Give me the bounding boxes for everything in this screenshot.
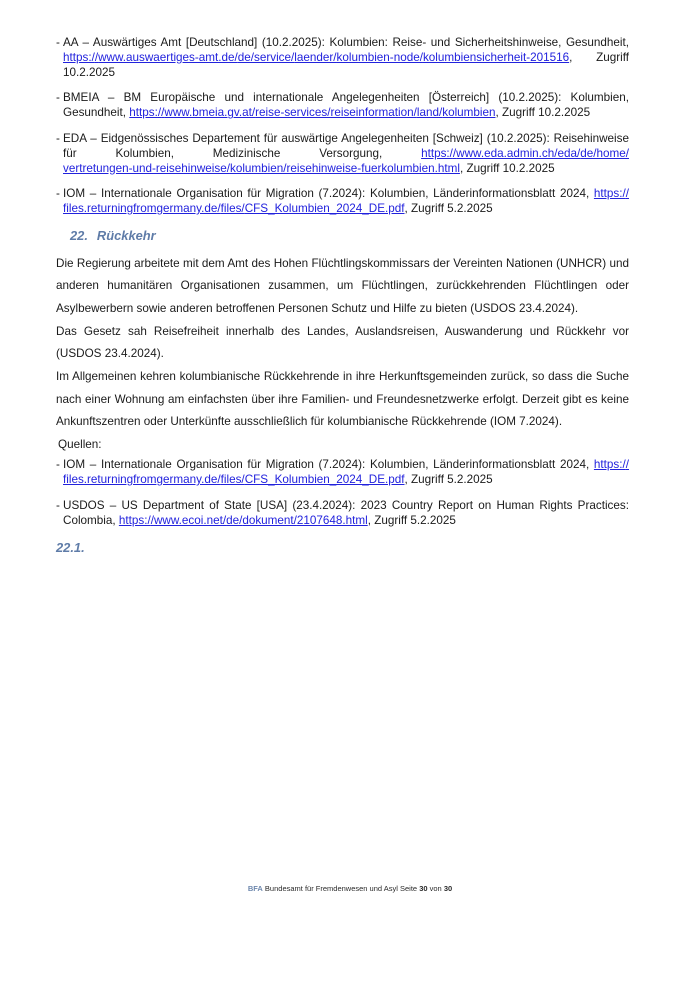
source-text: , Zugriff 5.2.2025 — [367, 513, 456, 527]
hyperlink-text: kolumbien-node/ — [336, 50, 423, 64]
hyperlink[interactable] — [119, 514, 368, 527]
footer-page-number: 30 — [443, 884, 453, 893]
source-item — [56, 132, 629, 176]
hyperlink[interactable] — [129, 106, 495, 119]
body-paragraph: Im Allgemeinen kehren kolumbianische Rückkehrende in ihre Herkunftsgemeinden zurück, so dass die Suche nach einer Wohnung am einfachsten über ihre Familien- und Freundesnetzwerke erfolgt. Derzeit gibt es keine Ankunftszentren oder Unterkünfte ausschließlich für kolumbianische Rückkehrende (IOM 7.2024). — [56, 370, 629, 429]
subsection-heading: 22.1. — [56, 539, 85, 555]
section-source-list — [56, 458, 629, 528]
hyperlink-text: https:/ — [593, 187, 626, 201]
hyperlink-text: de/ — [226, 513, 243, 527]
bullet-dash: - — [56, 131, 60, 145]
source-entry — [63, 458, 629, 486]
hyperlink-text: https:/ — [118, 513, 151, 527]
section-heading — [56, 228, 629, 243]
source-text: EDA – Eidgenössisches Departement für auswärtige Angelegenheiten [Schweiz] (10.2.2025): Reisehinweise für Kolumbien, Medizinische Versorgung, — [63, 131, 629, 160]
source-entry — [63, 499, 629, 527]
source-entry — [63, 36, 629, 79]
footer-text: von — [429, 884, 442, 893]
source-text: , Zugriff 10.2.2025 — [495, 106, 591, 120]
hyperlink-text: land/ — [416, 106, 443, 120]
hyperlink-text: kolumbien/ — [229, 161, 287, 175]
source-entry — [63, 132, 629, 175]
hyperlink-text: / — [161, 106, 165, 120]
hyperlink-text: www.bmeia.gv.at/ — [164, 106, 256, 120]
footer-page-number: 30 — [419, 884, 428, 893]
top-source-list — [56, 36, 629, 217]
source-item — [56, 91, 629, 121]
hyperlink-text: service/ — [254, 50, 295, 64]
hyperlink-text: / — [150, 513, 154, 527]
hyperlink-text: / — [625, 187, 629, 201]
hyperlink-text: / — [94, 50, 99, 64]
section-title: Rückkehr — [96, 227, 156, 243]
hyperlink-text: www.auswaertiges-amt.de/ — [98, 50, 238, 64]
source-text: USDOS – US Department of State [USA] (23.4.2024): 2023 Country Report on Human Rights Practices: Colombia, — [63, 498, 629, 527]
source-entry — [63, 91, 629, 119]
source-text: , Zugriff 5.2.2025 — [404, 202, 493, 216]
hyperlink-text: home/ — [596, 146, 629, 160]
source-entry — [63, 187, 629, 215]
hyperlink-text: / — [452, 146, 457, 160]
source-text: , Zugriff 10.2.2025 — [63, 50, 629, 79]
body-paragraph: Die Regierung arbeitete mit dem Amt des Hohen Flüchtlingskommissars der Vereinten Nationen (UNHCR) und anderen humanitären Organisationen zusammen, um Flüchtlingen, zurückkehrenden Flüchtlingen oder Asylbewerbern sowie anderen betroffenen Personen Schutz und Hilfe zu bieten (USDOS 23.4.2024). — [56, 256, 629, 315]
page-footer — [0, 884, 700, 893]
hyperlink-text: reiseinformation/ — [330, 106, 417, 120]
bullet-dash: - — [56, 498, 60, 512]
source-text: IOM – Internationale Organisation für Migration (7.2024): Kolumbien, Länderinformationsblatt 2024, — [63, 458, 594, 472]
hyperlink-text: www.ecoi.net/ — [153, 513, 227, 527]
sources-label: Quellen: — [58, 438, 102, 452]
source-text: , Zugriff 5.2.2025 — [404, 473, 493, 487]
source-item — [56, 187, 629, 217]
footer-brand: BFA — [247, 884, 263, 893]
footer-text: Bundesamt für Fremdenwesen und Asyl Seite — [264, 884, 418, 893]
bullet-dash: - — [56, 91, 60, 105]
section-number: 22. — [70, 227, 88, 243]
hyperlink-text: laender/ — [294, 50, 337, 64]
source-text: , Zugriff 10.2.2025 — [459, 161, 555, 175]
source-text: IOM – Internationale Organisation für Migration (7.2024): Kolumbien, Länderinformationsblatt 2024, — [63, 187, 594, 201]
hyperlink-text: files.returningfromgermany.de/ — [63, 473, 221, 487]
hyperlink-text: files/ — [220, 473, 245, 487]
hyperlink-text: files/ — [220, 202, 245, 216]
hyperlink-text: reise-services/ — [255, 106, 331, 120]
hyperlink-text: dokument/ — [242, 513, 297, 527]
source-text: BMEIA – BM Europäische und internationale Angelegenheiten [Österreich] (10.2.2025): Kolumbien, Gesundheit, — [63, 91, 629, 120]
document-body — [56, 36, 629, 555]
hyperlink-text: de/ — [580, 146, 597, 160]
hyperlink-text: vertretungen-und-reisehinweise/ — [63, 161, 230, 175]
source-item — [56, 36, 629, 80]
hyperlink-text: de/ — [237, 50, 254, 64]
hyperlink-text: eda/ — [557, 146, 581, 160]
hyperlink-text: files.returningfromgermany.de/ — [63, 202, 221, 216]
hyperlink-text: www.eda.admin.ch/ — [456, 146, 558, 160]
hyperlink-text: CFS_Kolumbien_2024_DE.pdf — [244, 473, 405, 487]
body-paragraph: Das Gesetz sah Reisefreiheit innerhalb des Landes, Auslandsreisen, Auswanderung und Rückkehr vor (USDOS 23.4.2024). — [56, 324, 629, 361]
hyperlink-text: https:/ — [63, 50, 95, 64]
hyperlink-text: https:/ — [593, 458, 626, 472]
hyperlink-text: https:/ — [129, 106, 162, 120]
hyperlink-text: reisehinweise-fuerkolumbien.html — [286, 161, 460, 175]
bullet-dash: - — [56, 458, 60, 472]
hyperlink-text: CFS_Kolumbien_2024_DE.pdf — [244, 202, 405, 216]
hyperlink-text: kolumbien — [442, 106, 496, 120]
source-item — [56, 499, 629, 529]
bullet-dash: - — [56, 36, 60, 49]
hyperlink-text: 2107648.html — [296, 513, 368, 527]
source-text: AA – Auswärtiges Amt [Deutschland] (10.2.2025): Kolumbien: Reise- und Sicherheitshinweise, Gesundheit, — [63, 36, 629, 49]
hyperlink-text: https:/ — [421, 146, 453, 160]
source-item — [56, 458, 629, 488]
hyperlink-text: / — [625, 458, 629, 472]
hyperlink[interactable] — [63, 51, 569, 64]
body-paragraphs — [56, 253, 629, 433]
bullet-dash: - — [56, 187, 60, 201]
hyperlink-text: kolumbiensicherheit-201516 — [422, 50, 570, 64]
